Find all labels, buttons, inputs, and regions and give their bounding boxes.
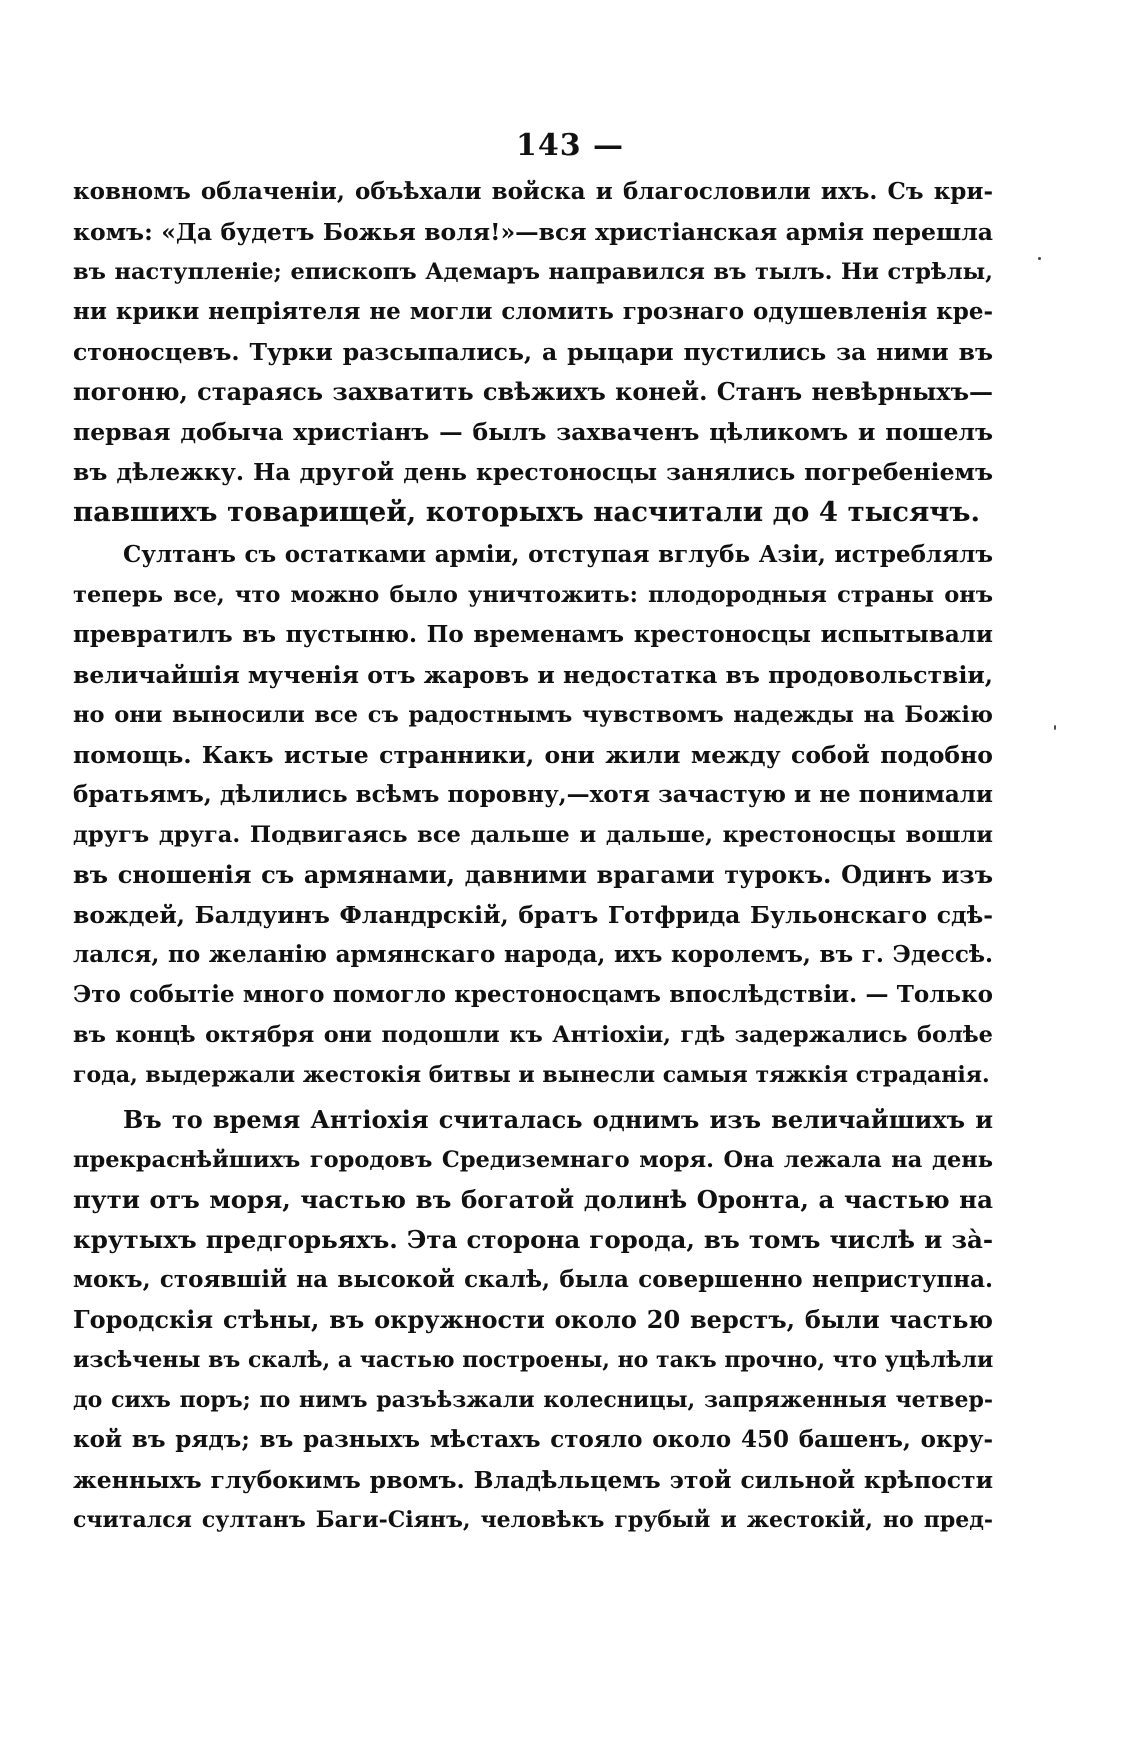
text-line: другъ друга. Подвигаясь все дальше и дальше, крестоносцы вошли bbox=[73, 822, 993, 848]
text-line: крутыхъ предгорьяхъ. Эта сторона города, въ томъ числѣ и зà- bbox=[73, 1225, 993, 1254]
text-line: первая добыча христіанъ — былъ захваченъ цѣликомъ и пошелъ bbox=[73, 418, 993, 446]
text-line: вождей, Балдуинъ Фландрскій, братъ Готфрида Бульонскаго сдѣ- bbox=[73, 901, 993, 929]
text-line: помощь. Какъ истые странники, они жили между собой подобно bbox=[73, 741, 993, 769]
text-line: лался, по желанію армянскаго народа, ихъ королемъ, въ г. Эдессѣ. bbox=[73, 941, 993, 968]
text-line: считался султанъ Баги-Сіянъ, человѣкъ грубый и жестокій, но пред- bbox=[73, 1507, 993, 1533]
text-line: комъ: «Да будетъ Божья воля!»—вся христіанская армія перешла bbox=[73, 218, 993, 246]
text-line: ковномъ облаченіи, объѣхали войска и благословили ихъ. Съ кри- bbox=[73, 178, 993, 205]
text-line: павшихъ товарищей, которыхъ насчитали до 4 тысячъ. bbox=[73, 496, 981, 528]
text-line: года, выдержали жестокія битвы и вынесли самыя тяжкія страданія. bbox=[73, 1062, 990, 1088]
text-line: величайшія мученія отъ жаровъ и недостатка въ продовольствіи, bbox=[73, 661, 993, 689]
scan-speck bbox=[1054, 725, 1056, 730]
text-line: но они выносили все съ радостнымъ чувствомъ надежды на Божію bbox=[73, 702, 993, 728]
scan-speck bbox=[1038, 257, 1041, 260]
text-line: стоносцевъ. Турки разсыпались, а рыцари пустились за ними въ bbox=[73, 338, 993, 366]
text-line: братьямъ, дѣлились всѣмъ поровну,—хотя зачастую и не понимали bbox=[73, 781, 993, 808]
text-line: въ концѣ октября они подошли къ Антіохіи, гдѣ задержались болѣе bbox=[73, 1022, 993, 1048]
text-line: женныхъ глубокимъ рвомъ. Владѣльцемъ этой сильной крѣпости bbox=[73, 1466, 993, 1494]
text-line: мокъ, стоявшій на высокой скалѣ, была совершенно неприступна. bbox=[73, 1266, 993, 1293]
text-line: превратилъ въ пустыню. По временамъ крестоносцы испытывали bbox=[73, 621, 993, 648]
paragraph-2 bbox=[73, 535, 993, 1095]
text-line: теперь все, что можно было уничтожить: плодородныя страны онъ bbox=[73, 582, 993, 608]
text-line: пути отъ моря, частью въ богатой долинѣ Оронта, а частью на bbox=[73, 1185, 993, 1214]
text-line: Въ то время Антіохія считалась однимъ изъ величайшихъ и bbox=[123, 1105, 993, 1134]
paragraph-1 bbox=[73, 172, 993, 532]
page-number: 143 — bbox=[515, 128, 625, 163]
text-line: до сихъ поръ; по нимъ разъѣзжали колесницы, запряженныя четвер- bbox=[73, 1387, 993, 1413]
text-line: Это событіе много помогло крестоносцамъ впослѣдствіи. — Только bbox=[73, 981, 993, 1008]
text-line: Султанъ съ остатками арміи, отступая вглубь Азіи, истреблялъ bbox=[123, 541, 993, 568]
text-line: въ дѣлежку. На другой день крестоносцы занялись погребеніемъ bbox=[73, 458, 993, 486]
text-line: изсѣчены въ скалѣ, а частью построены, но такъ прочно, что уцѣлѣли bbox=[73, 1347, 994, 1373]
text-line: Городскія стѣны, въ окружности около 20 верстъ, были частью bbox=[73, 1305, 993, 1334]
text-line: ни крики непріятеля не могли сломить грознаго одушевленія кре- bbox=[73, 298, 993, 325]
paragraph-3 bbox=[73, 1100, 993, 1540]
text-line: кой въ рядъ; въ разныхъ мѣстахъ стояло около 450 башенъ, окру- bbox=[73, 1426, 993, 1453]
text-line: въ наступленіе; епископъ Адемаръ направился въ тылъ. Ни стрѣлы, bbox=[73, 259, 993, 285]
text-line: въ сношенія съ армянами, давними врагами турокъ. Одинъ изъ bbox=[73, 860, 993, 889]
text-line: прекраснѣйшихъ городовъ Средиземнаго моря. Она лежала на день bbox=[73, 1147, 993, 1173]
text-line: погоню, стараясь захватить свѣжихъ коней. Станъ невѣрныхъ— bbox=[73, 377, 993, 406]
